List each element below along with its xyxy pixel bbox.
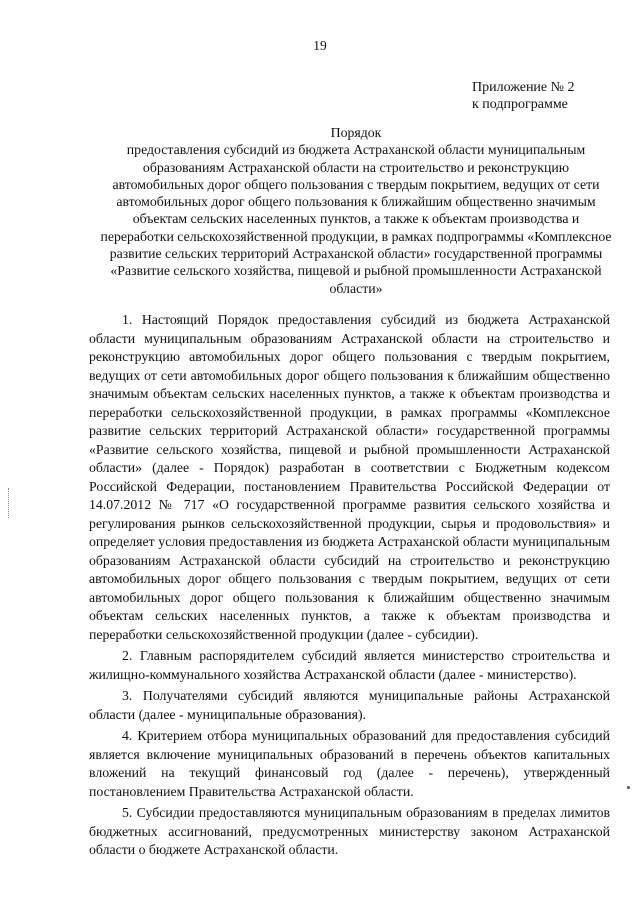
scan-margin-mark — [8, 488, 11, 518]
paragraph-4: 4. Критерием отбора муниципальных образований для предоставления субсидий является включение муниципальных образований в перечень объектов капитальных вложений на текущий финансовый год (далее - перечень), утвержденный постановлением Правительства Астраханской области. — [89, 728, 610, 799]
appendix-number: Приложение № 2 — [472, 80, 575, 95]
paragraph-2: 2. Главным распорядителем субсидий является министерство строительства и жилищно-коммунального хозяйства Астраханской области (далее - министерство). — [89, 648, 610, 682]
document-title — [96, 124, 616, 297]
paragraph-3: 3. Получателями субсидий являются муниципальные районы Астраханской области (далее - муниципальные образования). — [89, 688, 610, 722]
scan-speck — [627, 786, 630, 789]
title-name: Порядок — [330, 125, 382, 140]
title-subtitle: предоставления субсидий из бюджета Астраханской области муниципальным образованиям Астраханской области на строительство и реконструкцию автомобильных дорог общего пользования с твердым покрытием, ведущих от сети автомобильных дорог общего пользования к ближайшим общественно значимым объектам сельских населенных пунктов, а также к объектам производства и переработки сельскохозяйственной продукции, в рамках подпрограммы «Комплексное развитие сельских территорий Астраханской области» государственной программы «Развитие сельского хозяйства, пищевой и рыбной промышленности Астраханской области» — [100, 142, 612, 296]
page-number: 19 — [313, 38, 327, 53]
paragraph-1: 1. Настоящий Порядок предоставления субсидий из бюджета Астраханской области муниципальным образованиям Астраханской области на строительство и реконструкцию автомобильных дорог общего пользования с твердым покрытием, ведущих от сети автомобильных дорог общего пользования к ближайшим общественно значимым объектам сельских населенных пунктов, а также к объектам производства и переработки сельскохозяйственной продукции, в рамках программы «Комплексное развитие сельских территорий Астраханской области» государственной программы «Развитие сельского хозяйства, пищевой и рыбной промышленности Астраханской области» (далее - Порядок) разработан в соответствии с Бюджетным кодексом Российской Федерации, постановлением Правительства Российской Федерации от 14.07.2012 № 717 «О государственной программе развития сельского хозяйства и регулирования рынков сельскохозяйственной продукции, сырья и продовольствия» и определяет условия предоставления из бюджета Астраханской области муниципальным образованиям Астраханской области субсидий на строительство и реконструкцию автомобильных дорог общего пользования с твердым покрытием, ведущих от сети автомобильных дорог общего пользования к ближайшим общественно значимым объектам сельских населенных пунктов, а также к объектам производства и переработки сельскохозяйственной продукции (далее - субсидии). — [89, 312, 610, 642]
paragraph-5: 5. Субсидии предоставляются муниципальным образованиям в пределах лимитов бюджетных ассигнований, предусмотренных министерству законом Астраханской области о бюджете Астраханской области. — [89, 805, 610, 857]
appendix-reference: к подпрограмме — [472, 97, 568, 112]
appendix-header — [472, 79, 575, 113]
document-body — [89, 311, 610, 863]
